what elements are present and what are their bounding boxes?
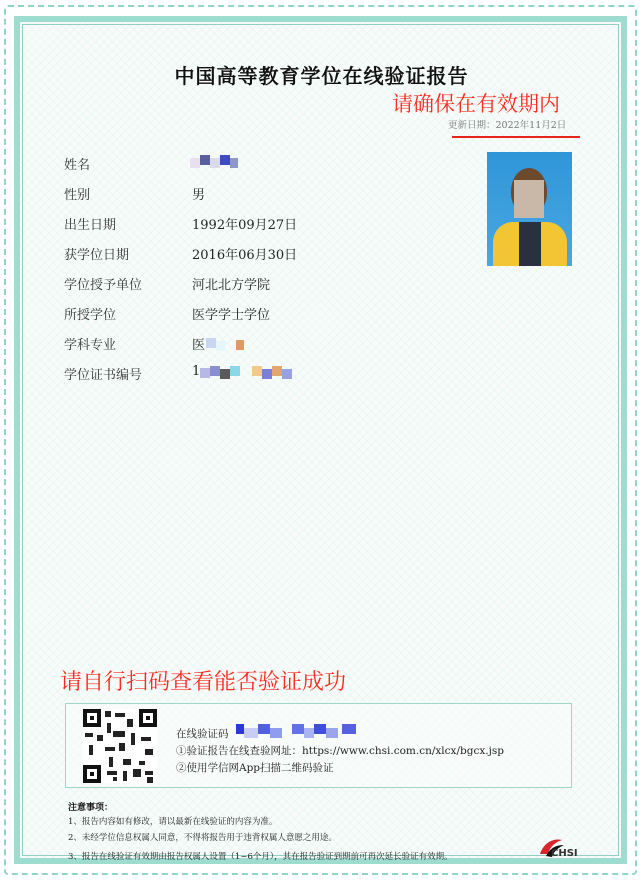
label-certificate-number: 学位证书编号	[64, 368, 143, 383]
note-item-2: 2、未经学位信息权属人同意，不得将报告用于违背权属人意愿之用途。	[68, 833, 337, 843]
value-degree: 医学学士学位	[192, 308, 271, 323]
scan-annotation: 请自行扫码查看能否验证成功	[60, 670, 347, 695]
label-birthdate: 出生日期	[64, 218, 117, 233]
label-degree: 所授学位	[64, 308, 117, 323]
notes-title: 注意事项：	[68, 803, 114, 813]
validity-annotation: 请确保在有效期内	[392, 92, 560, 116]
label-name: 姓名	[64, 158, 91, 173]
verification-app-line: ②使用学信网App扫描二维码验证	[176, 762, 334, 774]
chsi-logo-text: CHSI	[551, 848, 578, 859]
value-birthdate: 1992年09月27日	[192, 218, 298, 233]
note-item-1: 1、报告内容如有修改，请以最新在线验证的内容为准。	[68, 817, 278, 827]
verification-url-line: ①验证报告在线查验网址：https://www.chsi.com.cn/xlcx/bgcx.jsp	[176, 745, 504, 757]
label-gender: 性别	[64, 188, 91, 203]
value-major: 医	[192, 338, 206, 353]
label-institution: 学位授予单位	[64, 278, 143, 293]
value-certificate-number: 1	[192, 364, 201, 379]
value-degree-date: 2016年06月30日	[192, 248, 298, 263]
label-major: 学科专业	[64, 338, 117, 353]
verification-code-label: 在线验证码	[176, 728, 229, 740]
label-degree-date: 获学位日期	[64, 248, 130, 263]
value-gender: 男	[192, 188, 206, 203]
note-item-3: 3、报告在线验证有效期由报告权属人设置（1~6个月），其在报告验证到期前可再次延长验证有效期。	[68, 852, 453, 862]
report-title: 中国高等教育学位在线验证报告	[174, 64, 469, 88]
update-date: 更新日期：2022年11月2日	[448, 120, 567, 131]
value-institution: 河北北方学院	[192, 278, 271, 293]
verification-qr-code[interactable]	[83, 709, 157, 783]
annotation-underline	[452, 136, 580, 138]
student-photo	[487, 152, 572, 266]
